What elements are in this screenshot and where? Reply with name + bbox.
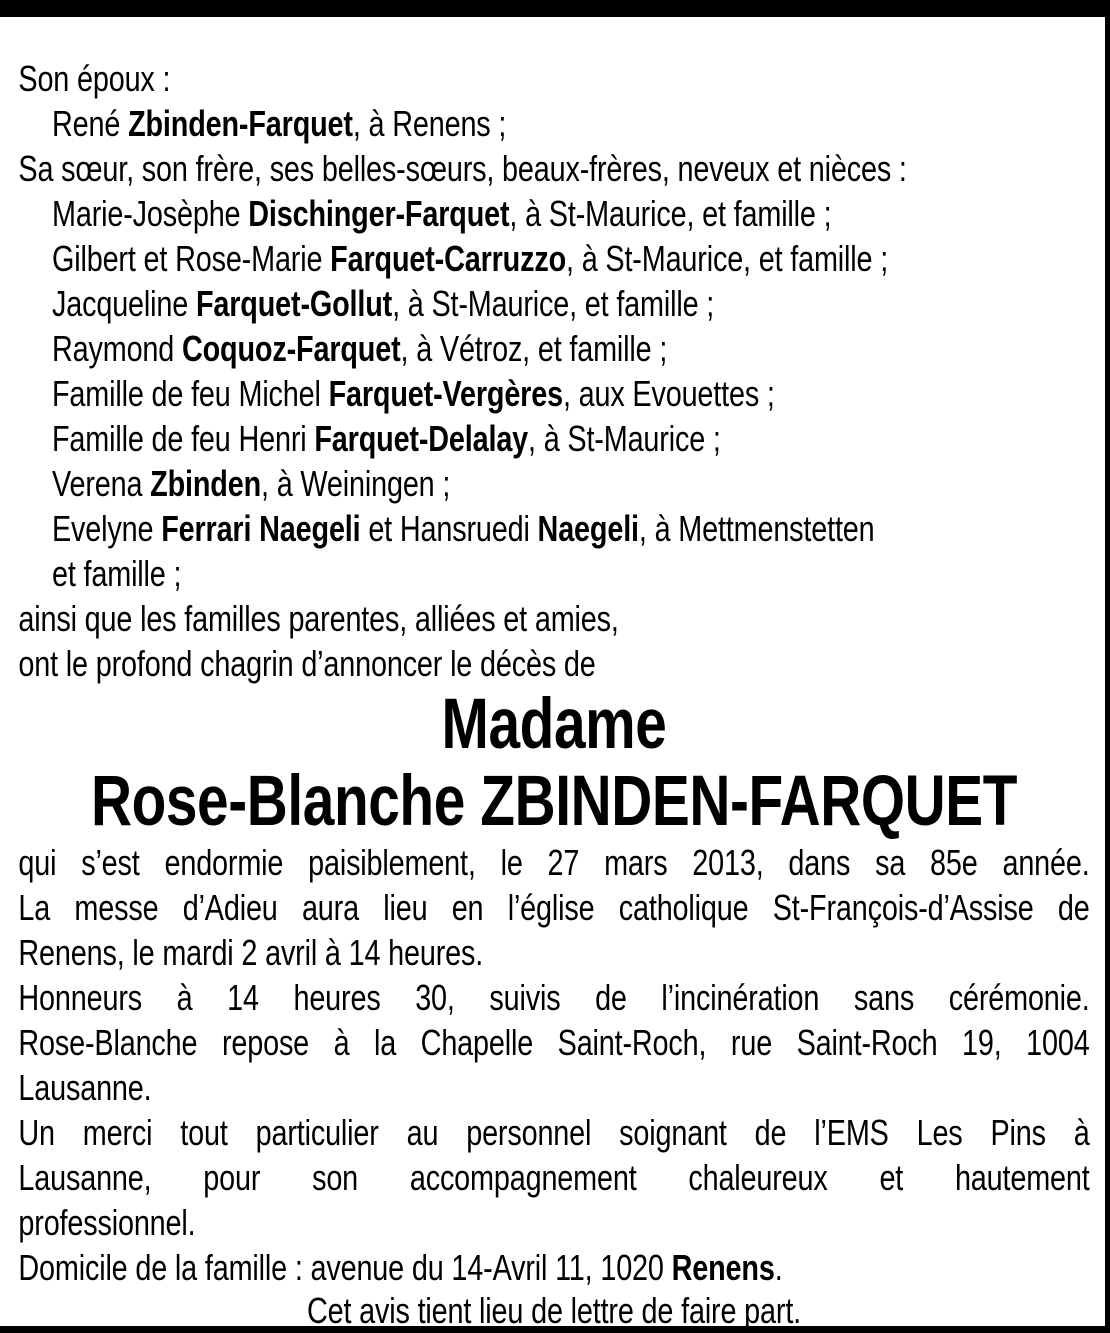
notice-text: Raymond [52, 328, 182, 369]
notice-text: , à Vétroz, et famille ; [400, 328, 668, 369]
notice-line [18, 146, 1089, 191]
notice-text: . [774, 1247, 783, 1288]
family-name-bold: Farquet-Carruzzo [330, 238, 567, 279]
family-name-bold: Coquoz-Farquet [181, 328, 401, 369]
notice-line [18, 1155, 1089, 1200]
notice-line [18, 236, 1089, 281]
notice-text: , à Weiningen ; [261, 463, 451, 504]
notice-text: Rose-Blanche repose à la Chapelle Saint-Roch, rue Saint-Roch 19, 1004 [18, 1022, 1090, 1063]
family-name-bold: Ferrari Naegeli [161, 508, 361, 549]
notice-text: Verena [52, 463, 151, 504]
notice-line [18, 1200, 1089, 1245]
family-name-bold: Zbinden [150, 463, 262, 504]
family-name-bold: Farquet-Vergères [328, 373, 563, 414]
notice-line [18, 551, 1089, 596]
family-name-bold: Zbinden-Farquet [128, 103, 353, 144]
notice-text: Famille de feu Henri [52, 418, 315, 459]
notice-text: et Hansruedi [360, 508, 538, 549]
notice-text: Domicile de la famille : avenue du 14-Avril 11, 1020 [18, 1247, 672, 1288]
notice-text: , à St-Maurice, et famille ; [392, 283, 715, 324]
notice-line [18, 641, 1089, 686]
notice-line [18, 56, 1089, 101]
closing-line: Cet avis tient lieu de lettre de faire part. [306, 1290, 802, 1331]
notice-text: Renens, le mardi 2 avril à 14 heures. [18, 932, 484, 973]
notice-text: René [52, 103, 129, 144]
notice-line [18, 461, 1089, 506]
notice-text: Un merci tout particulier au personnel soignant de l’EMS Les Pins à [18, 1112, 1090, 1153]
family-name-bold: Dischinger-Farquet [248, 193, 510, 234]
notice-text: ainsi que les familles parentes, alliées et amies, [18, 598, 619, 639]
family-name-bold: Farquet-Delalay [314, 418, 529, 459]
notice-text: , à St-Maurice ; [528, 418, 721, 459]
notice-line [18, 596, 1089, 641]
notice-text: Gilbert et Rose-Marie [52, 238, 331, 279]
notice-text: , à Mettmenstetten [638, 508, 875, 549]
notice-line [18, 281, 1089, 326]
notice-text: Famille de feu Michel [52, 373, 329, 414]
notice-line [18, 1110, 1089, 1155]
notice-text: , aux Evouettes ; [562, 373, 775, 414]
notice-text: Son époux : [18, 58, 171, 99]
notice-text: ont le profond chagrin d’annoncer le décès de [18, 643, 596, 684]
notice-line [18, 506, 1089, 551]
family-name-bold: Farquet-Gollut [195, 283, 393, 324]
notice-line [18, 885, 1089, 930]
notice-text: professionnel. [18, 1202, 196, 1243]
notice-line [18, 975, 1089, 1020]
notice-line [18, 191, 1089, 236]
notice-text: La messe d’Adieu aura lieu en l’église catholique St-François-d’Assise de [18, 887, 1090, 928]
notice-text: , à Renens ; [352, 103, 507, 144]
notice-text: , à St-Maurice, et famille ; [509, 193, 832, 234]
notice-line [18, 371, 1089, 416]
notice-text: Jacqueline [52, 283, 196, 324]
family-name-bold: Renens [671, 1247, 775, 1288]
funeral-details-section [18, 840, 1089, 1290]
notice-text: Marie-Josèphe [52, 193, 249, 234]
notice-line [18, 840, 1089, 885]
family-name-bold: Naegeli [537, 508, 639, 549]
notice-text: Evelyne [52, 508, 162, 549]
notice-text: et famille ; [52, 553, 182, 594]
notice-text: , à St-Maurice, et famille ; [566, 238, 889, 279]
notice-line [18, 416, 1089, 461]
notice-text: qui s’est endormie paisiblement, le 27 mars 2013, dans sa 85e année. [18, 842, 1090, 883]
family-intro-section [18, 56, 1089, 686]
deceased-title [18, 686, 1089, 840]
notice-text: Honneurs à 14 heures 30, suivis de l’incinération sans cérémonie. [18, 977, 1090, 1018]
notice-line [18, 1020, 1089, 1065]
deceased-title-line: Rose-Blanche ZBINDEN-FARQUET [90, 762, 1018, 841]
notice-text: Lausanne. [18, 1067, 152, 1108]
notice-line [18, 326, 1089, 371]
notice-line [18, 930, 1089, 975]
notice-line [18, 1065, 1089, 1110]
notice-text: Lausanne, pour son accompagnement chaleureux et hautement [18, 1157, 1090, 1198]
notice-line [18, 1245, 1089, 1290]
notice-line [18, 101, 1089, 146]
notice-text: Sa sœur, son frère, ses belles-sœurs, beaux-frères, neveux et nièces : [18, 148, 907, 189]
deceased-title-line: Madame [441, 685, 667, 764]
